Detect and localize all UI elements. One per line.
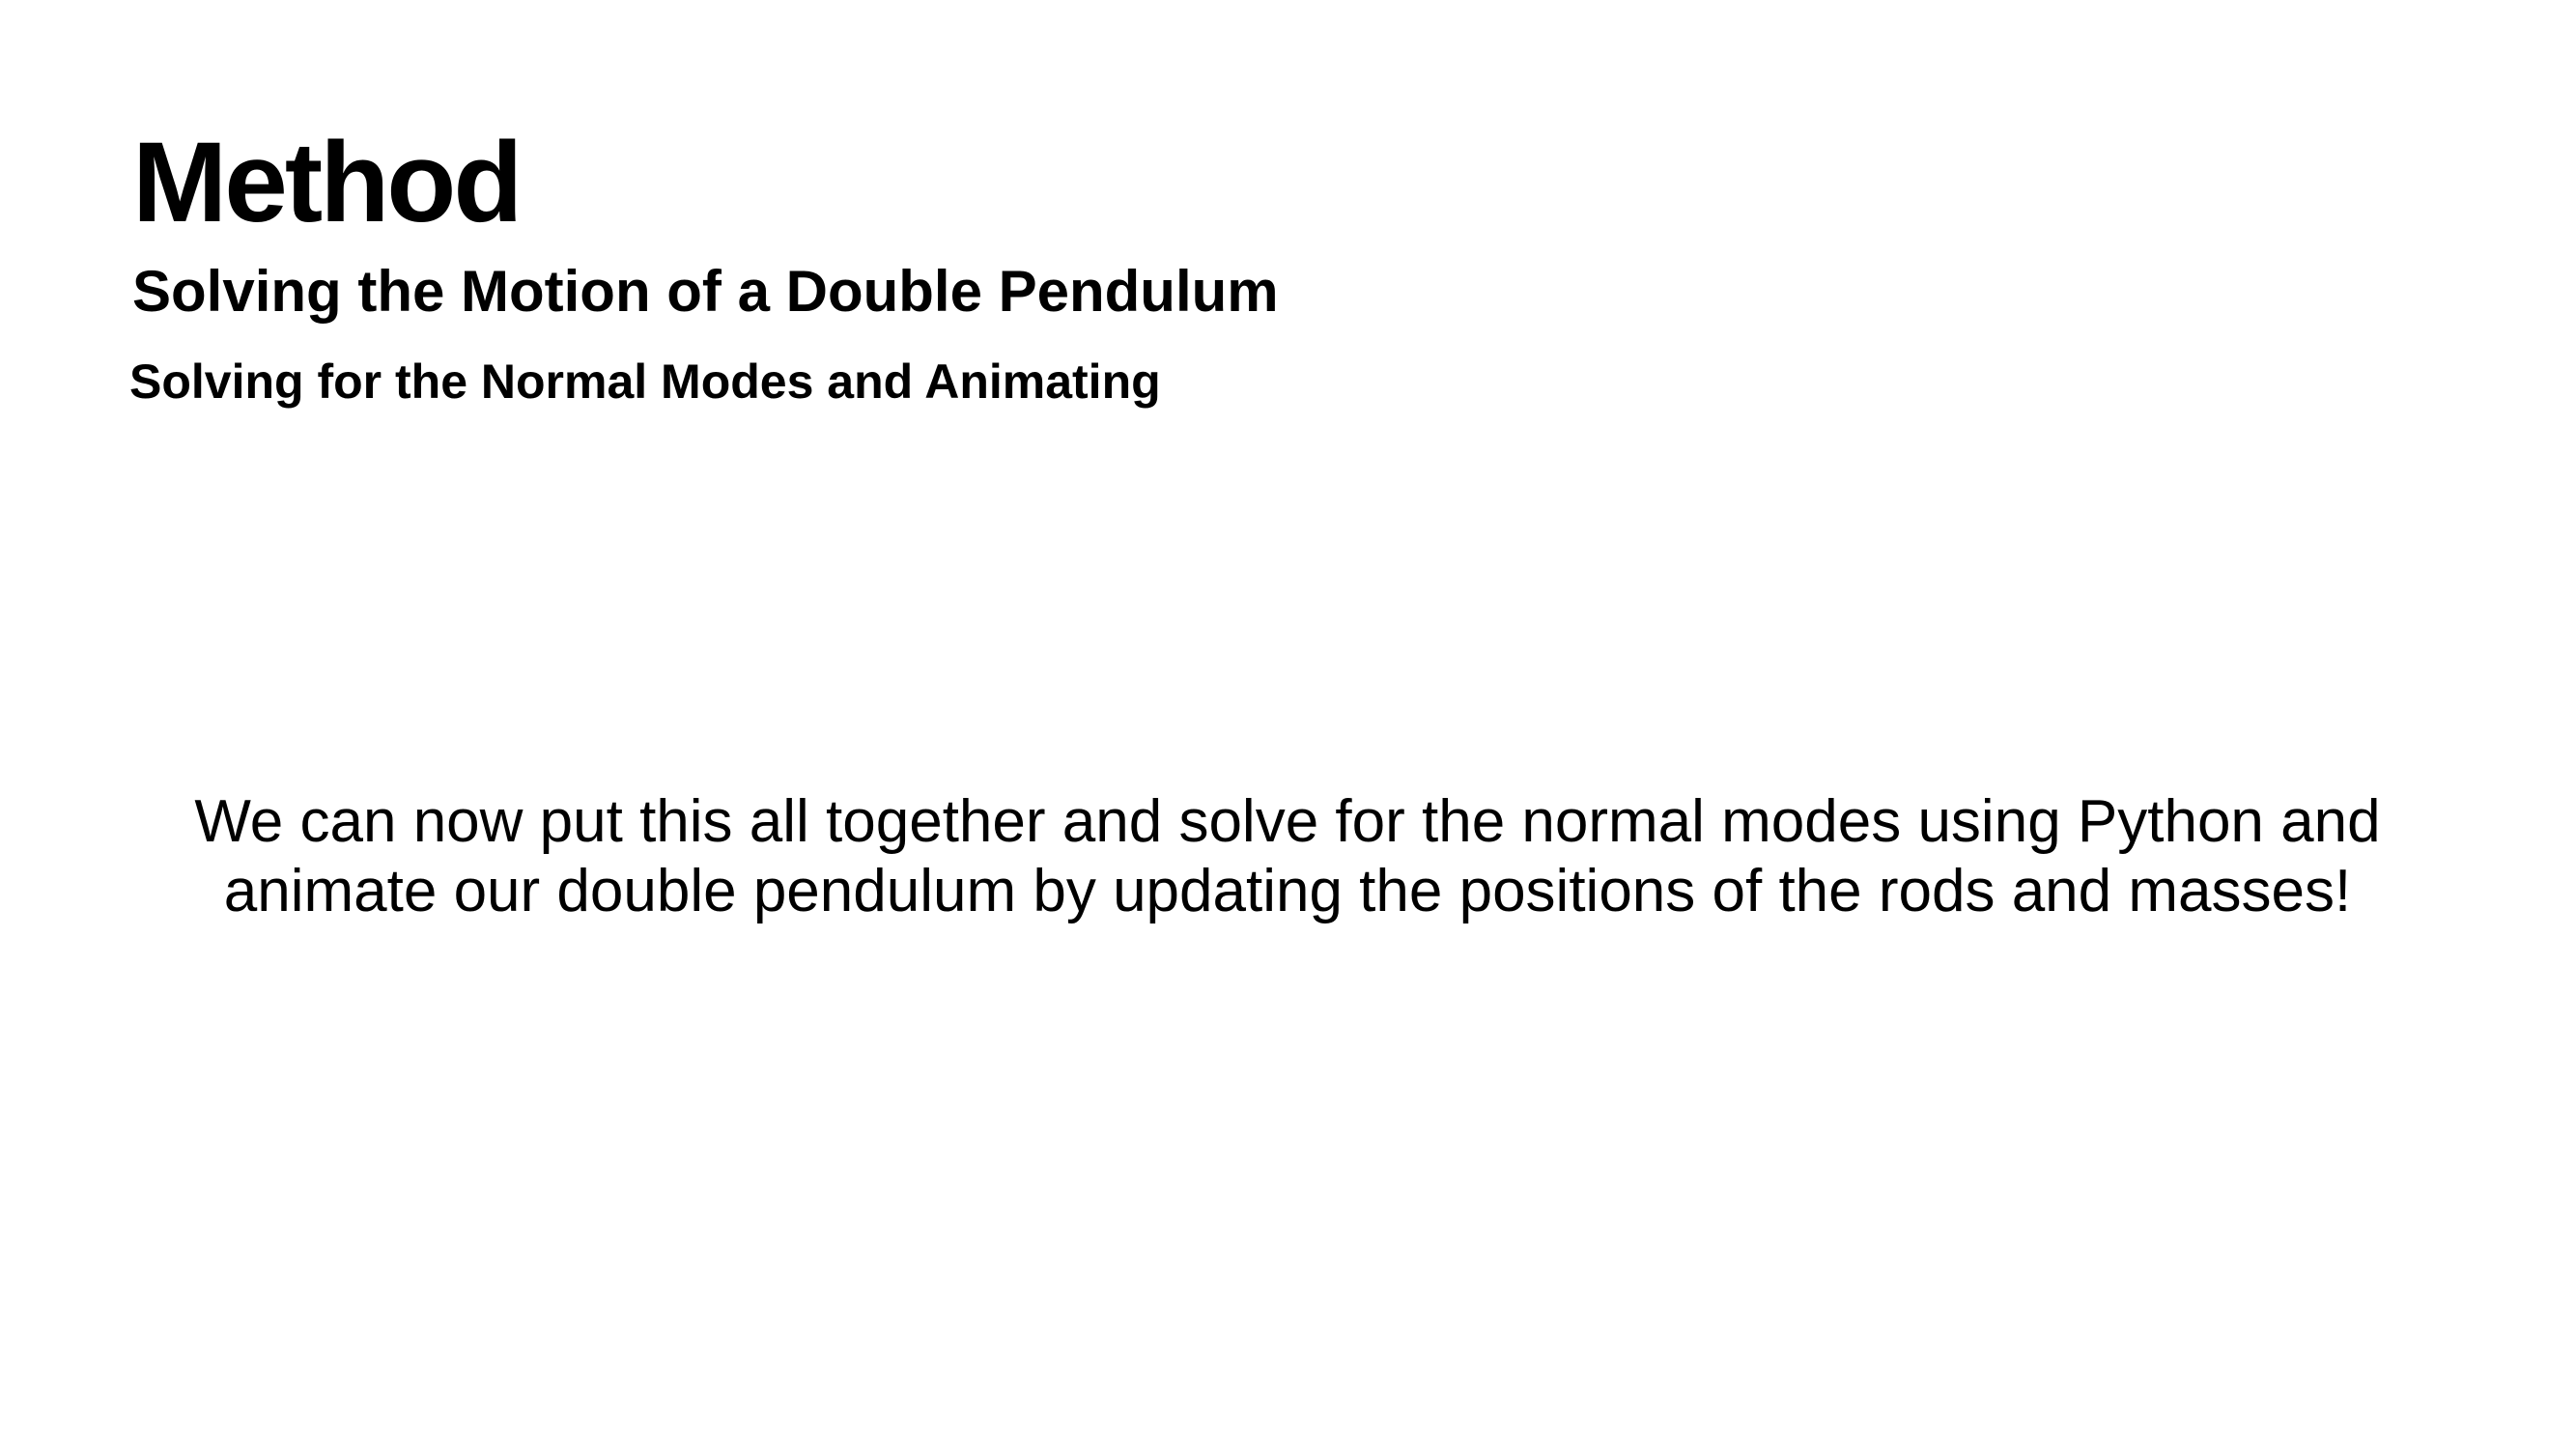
slide-subtitle: Solving the Motion of a Double Pendulum	[132, 259, 1279, 324]
body-paragraph: We can now put this all together and solve for the normal modes using Python and animate our double pendulum by updating the positions of the rods and masses!	[194, 788, 2381, 924]
slide-title: Method	[132, 119, 521, 246]
section-heading: Solving for the Normal Modes and Animating	[129, 355, 1161, 409]
